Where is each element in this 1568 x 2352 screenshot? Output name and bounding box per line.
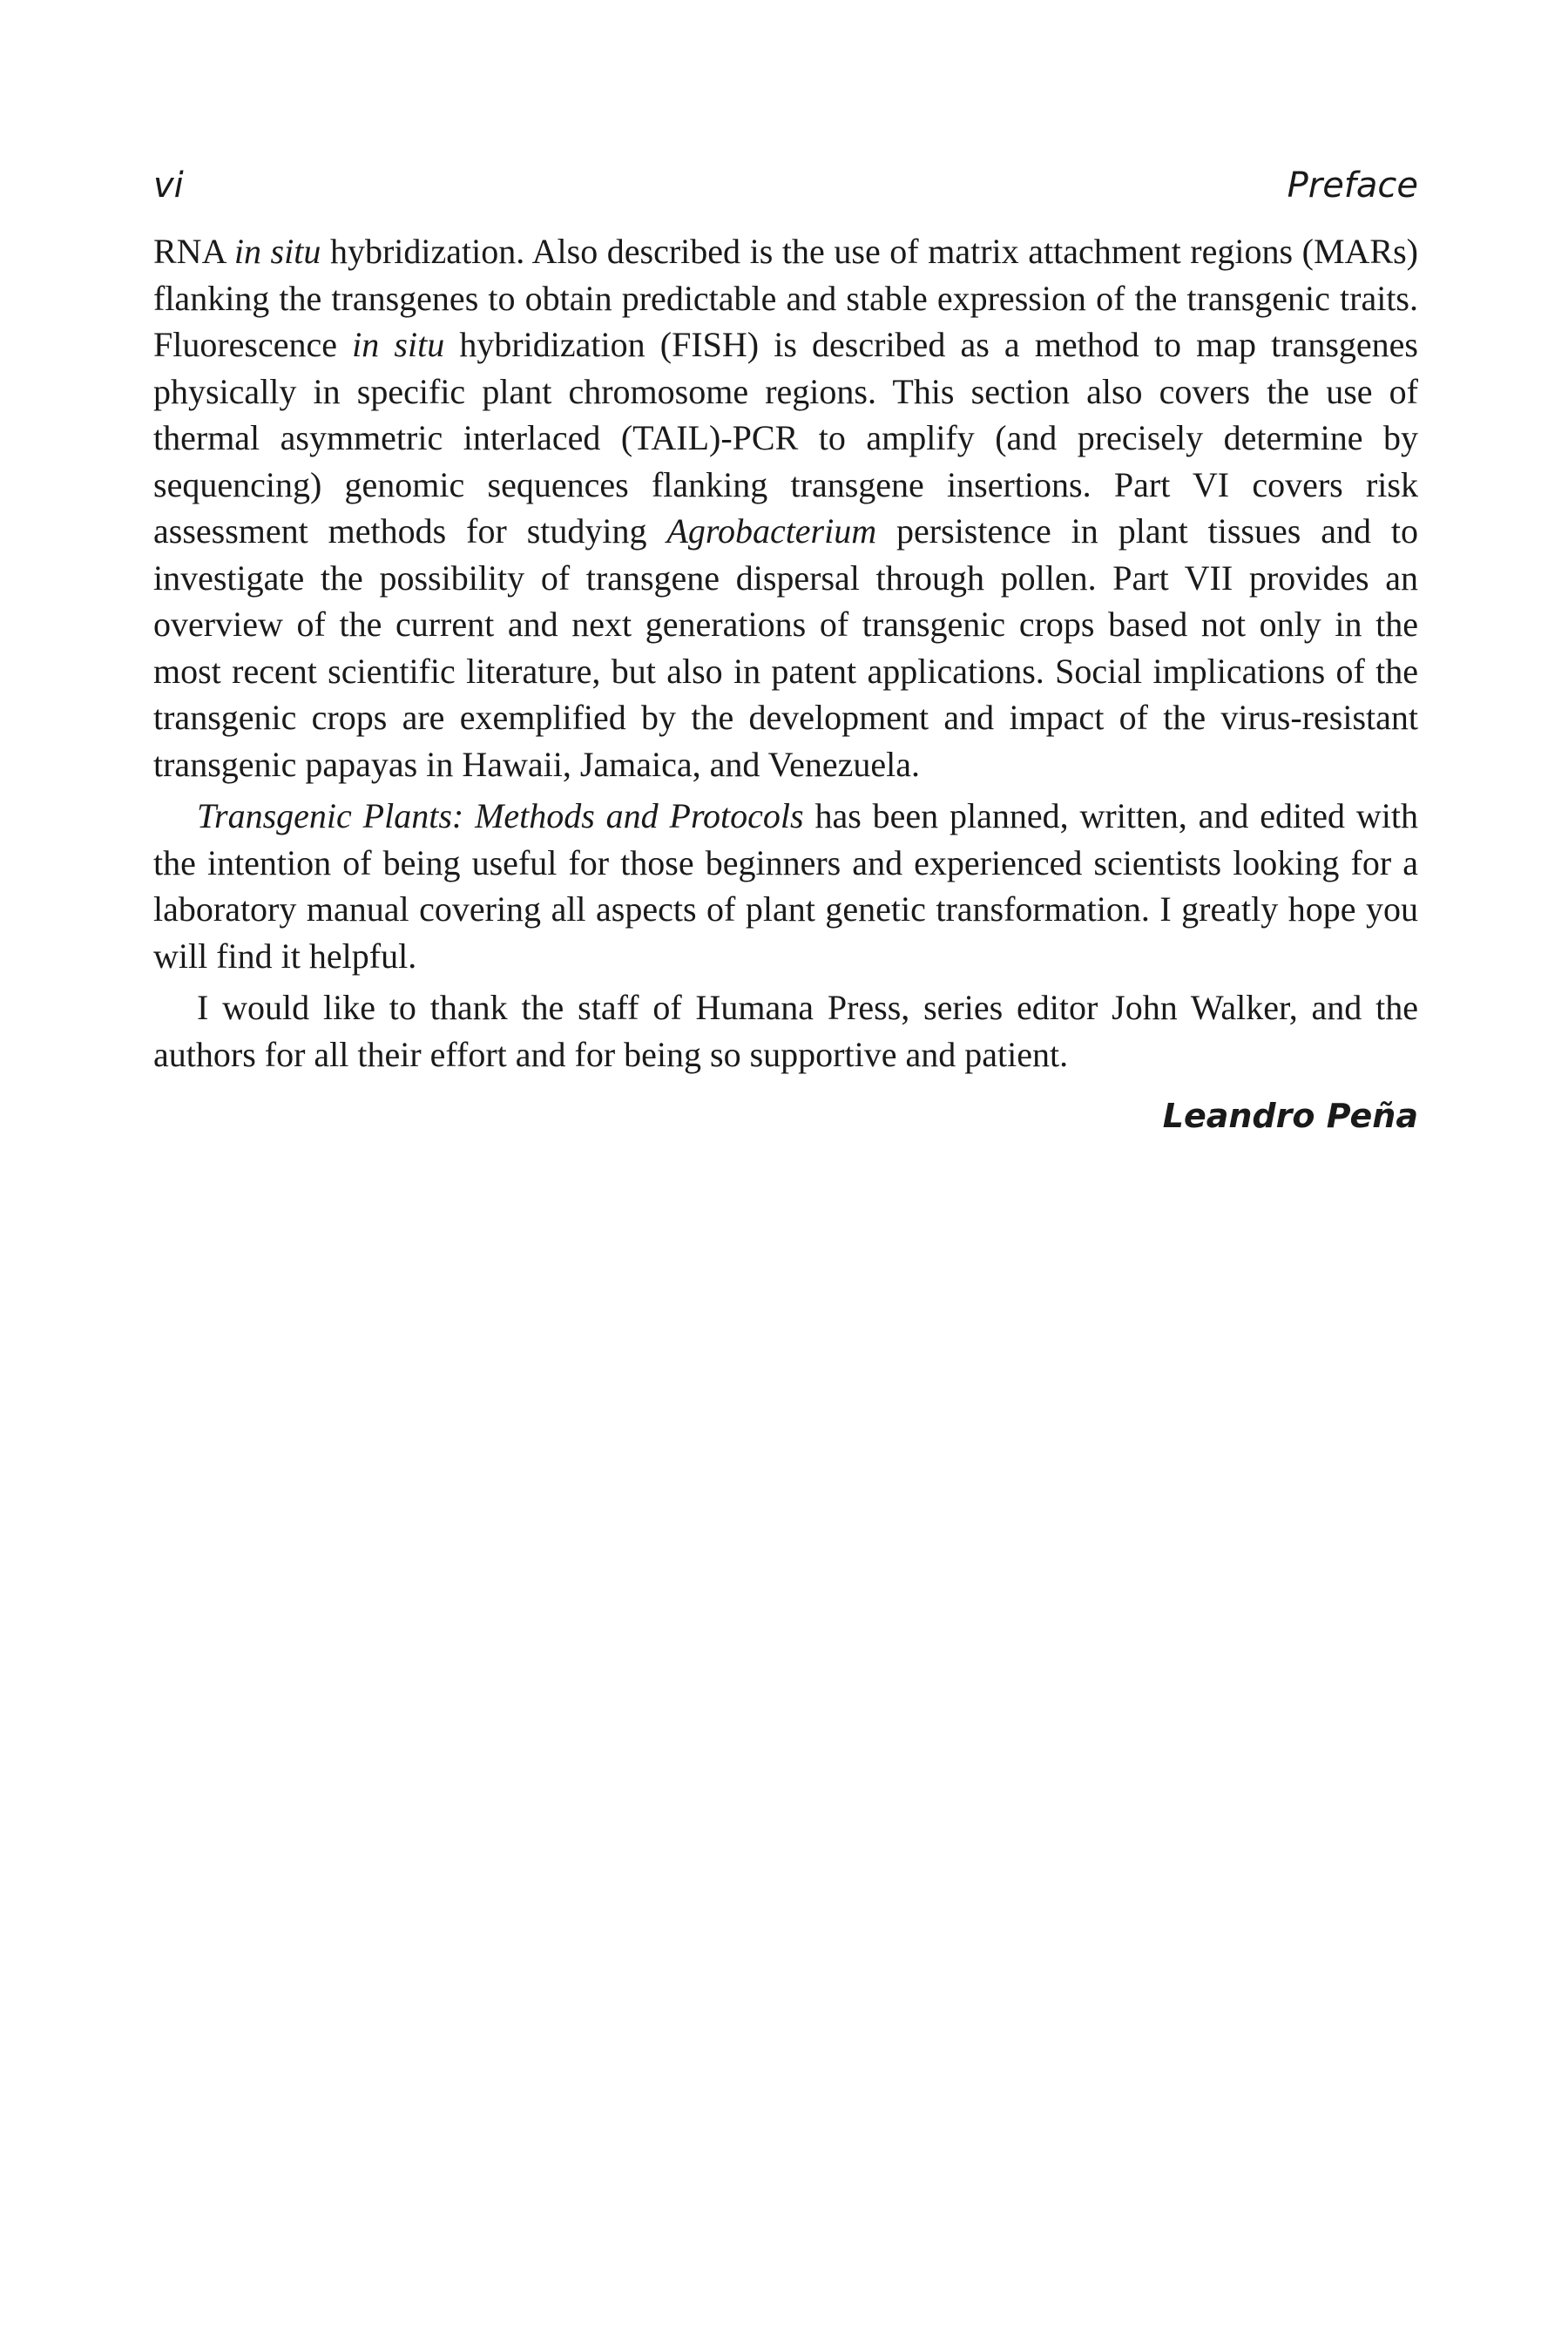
text-span: has been planned, written, and edited with the intention of being useful for those beginners and experienced scientists looking for a laboratory manual covering all aspects of plant genetic transformation. I greatly hope you will find it helpful. [153,796,1418,976]
paragraph-3 [153,984,1418,1078]
text-span: hybridization (FISH) is described as a method to map transgenes physically in specific plant chromosome regions. This section also covers the use of thermal asymmetric interlaced (TAIL)-PCR to amplify (and precisely determine by sequencing) genomic sequences flanking transgene insertions. Part VI covers risk assessment methods for studying [153,325,1418,551]
page-number: vi [153,166,184,206]
book-title: Transgenic Plants: Methods and Protocols [197,796,804,835]
book-page [153,166,1418,1135]
italic-term: in situ [352,325,445,364]
paragraph-1 [153,228,1418,787]
body-text [153,228,1418,1078]
text-span: RNA [153,232,234,271]
text-span: I would like to thank the staff of Humana Press, series editor John Walker, and the authors for all their effort and for being so supportive and patient. [153,988,1418,1074]
author-signature: Leandro Peña [1162,1097,1418,1135]
section-title: Preface [1287,166,1418,206]
running-head [153,166,1418,218]
paragraph-2 [153,793,1418,979]
italic-term: in situ [233,232,321,271]
italic-term: Agrobacterium [666,511,877,551]
text-span: persistence in plant tissues and to investigate the possibility of transgene dispersal through pollen. Part VII provides an overview of the current and next generations of transgenic crops based not only in the most recent scientific literature, but also in patent applications. Social implications of the transgenic crops are exemplified by the development and impact of the virus-resistant transgenic papayas in Hawaii, Jamaica, and Venezuela. [153,511,1418,784]
text-span: hybridization. Also described is the use of matrix attachment regions (MARs) flanking the transgenes to obtain predictable and stable expression of the transgenic traits. Fluorescence [153,232,1418,364]
